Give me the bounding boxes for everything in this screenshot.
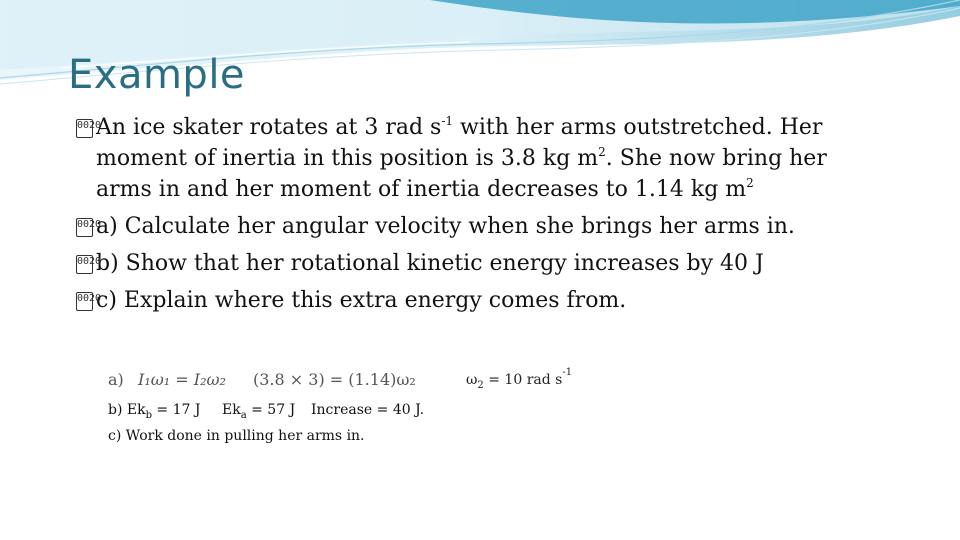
answer-b-increase: Increase = 40 J. — [311, 402, 425, 418]
answer-a-equations — [108, 368, 468, 398]
question-c-text: c) Explain where this extra energy comes from. — [96, 288, 627, 313]
answer-a-row — [108, 368, 468, 398]
slide-body — [76, 112, 906, 322]
intro-line2 — [96, 143, 906, 174]
question-b — [76, 248, 906, 279]
bullet-glyph-icon: 0020 — [76, 119, 93, 138]
answer-b-ekb-sub: b — [145, 409, 152, 421]
answer-c: c) Work done in pulling her arms in. — [108, 428, 365, 444]
result-rest: = 10 rad s — [483, 372, 563, 388]
intro-line2-sup: 2 — [598, 145, 606, 159]
answer-b-eka-value: = 57 J — [246, 402, 296, 418]
question-a — [76, 211, 906, 242]
result-omega-sub: 2 — [477, 379, 484, 391]
question-b-text: b) Show that her rotational kinetic energy increases by 40 J — [96, 251, 764, 276]
intro-line3 — [96, 174, 906, 205]
answer-a-result — [466, 367, 573, 391]
answer-b-part2 — [222, 402, 295, 421]
intro-line3-a: arms in and her moment of inertia decreases to 1.14 kg m — [96, 177, 747, 202]
result-omega: ω — [466, 372, 478, 388]
intro-line3-sup: 2 — [746, 176, 754, 190]
answer-b-part1 — [108, 402, 201, 421]
intro-line1-b: with her arms outstretched. Her — [453, 115, 823, 140]
intro-paragraph — [76, 112, 906, 205]
intro-line1-sup: -1 — [441, 114, 454, 128]
answer-b-ekb-label: b) Ek — [108, 402, 146, 418]
bullet-glyph-icon: 0020 — [76, 255, 93, 274]
answer-a-label: a) — [108, 370, 124, 389]
intro-line2-b: . She now bring her — [605, 146, 827, 171]
slide-title: Example — [68, 52, 246, 98]
answer-b-eka-label: Ek — [222, 402, 241, 418]
bullet-glyph-icon: 0020 — [76, 292, 93, 311]
answer-b-eka-sub: a — [240, 409, 247, 421]
bullet-glyph-icon: 0020 — [76, 218, 93, 237]
answer-b-ekb-value: = 17 J — [151, 402, 201, 418]
intro-line1-a: An ice skater rotates at 3 rad s — [96, 115, 442, 140]
intro-line2-a: moment of inertia in this position is 3.8 kg m — [96, 146, 599, 171]
answer-a-equation1: I₁ω₁ = I₂ω₂ — [138, 370, 226, 389]
question-a-text: a) Calculate her angular velocity when she brings her arms in. — [96, 214, 795, 239]
question-c — [76, 285, 906, 316]
result-sup: -1 — [562, 367, 573, 378]
answer-a-equation2: (3.8 × 3) = (1.14)ω₂ — [253, 370, 416, 389]
